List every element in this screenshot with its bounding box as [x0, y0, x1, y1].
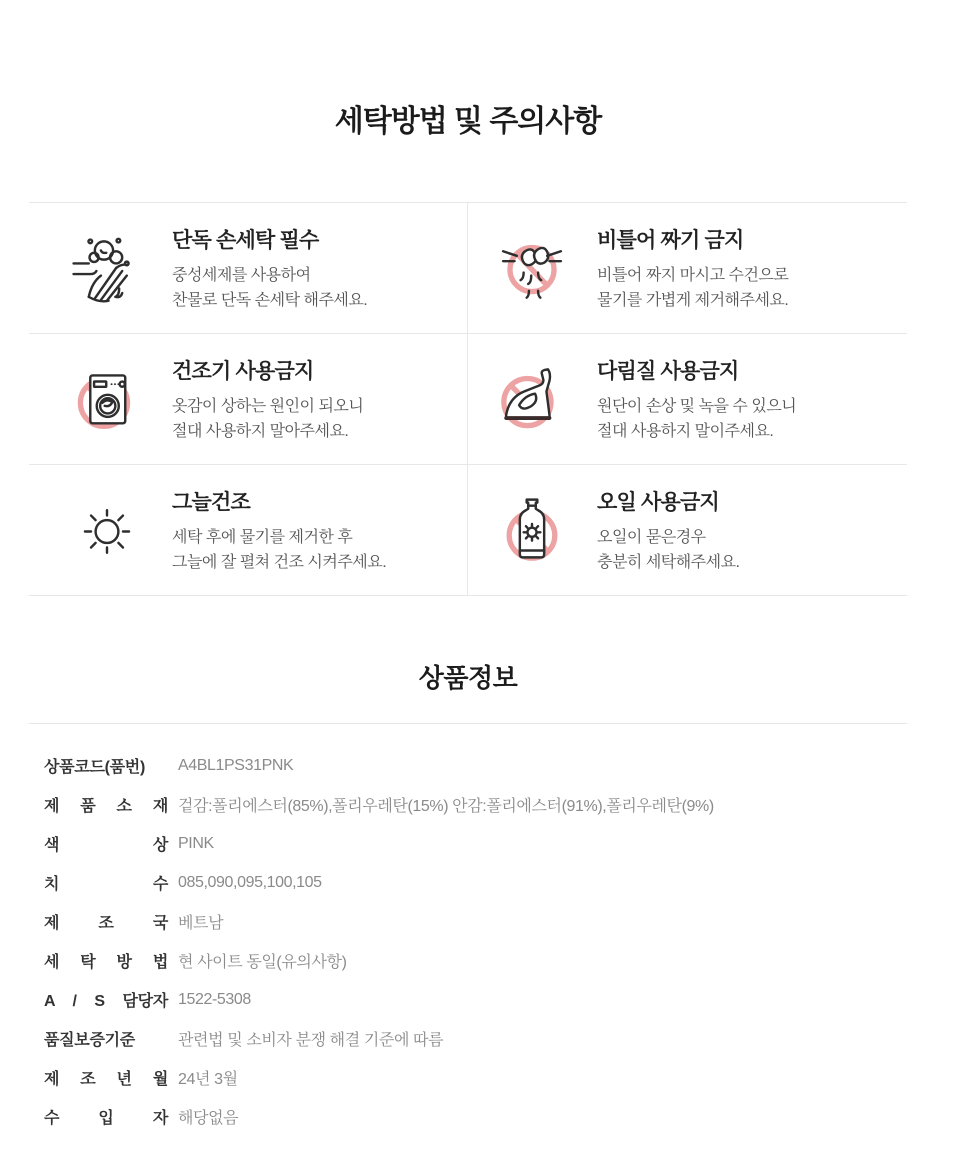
- info-row-label: 세 탁 방 법: [44, 954, 168, 971]
- no-iron-icon: [494, 351, 570, 447]
- care-grid: [29, 202, 907, 596]
- info-row: [29, 1019, 907, 1058]
- no-dryer-icon: [69, 351, 145, 447]
- info-row: [29, 980, 907, 1019]
- info-row-label: 상품코드(품번): [44, 759, 145, 776]
- care-item-desc-line: 오일이 묻은경우: [597, 528, 706, 546]
- care-item: [29, 334, 468, 465]
- info-row-value: 24년 3월: [178, 1071, 238, 1088]
- shade-dry-icon: [69, 482, 145, 578]
- info-row-label: 제 품 소 재: [44, 798, 168, 815]
- care-item: [468, 465, 907, 596]
- info-row: [29, 1097, 907, 1136]
- info-row-label: A / S 담당자: [44, 993, 168, 1010]
- info-row-label: 수 입 자: [44, 1110, 168, 1127]
- care-item-desc-line: 세탁 후에 물기를 제거한 후: [172, 528, 353, 546]
- info-row-value: A4BL1PS31PNK: [178, 756, 294, 774]
- info-row-value: 현 사이트 동일(유의사항): [178, 954, 347, 971]
- info-row-label: 제 조 국: [44, 915, 168, 932]
- care-item-title: 다림질 사용금지: [597, 359, 739, 383]
- info-row-value: 관련법 및 소비자 분쟁 해결 기준에 따름: [178, 1032, 444, 1049]
- info-row: [29, 824, 907, 863]
- hand-wash-icon: [69, 220, 145, 316]
- info-row-value: 베트남: [178, 915, 224, 932]
- info-row: [29, 941, 907, 980]
- info-row-value: PINK: [178, 834, 214, 852]
- info-row-label: 치 수: [44, 876, 168, 893]
- info-row: [29, 785, 907, 824]
- info-row-label: 색 상: [44, 837, 168, 854]
- care-item-desc-line: 절대 사용하지 말아주세요.: [172, 422, 349, 440]
- care-item: [468, 334, 907, 465]
- info-row-value: 1522-5308: [178, 990, 251, 1008]
- care-item: [29, 465, 468, 596]
- care-item: [468, 203, 907, 334]
- info-section-title: 상품정보: [418, 663, 518, 693]
- info-row: [29, 863, 907, 902]
- care-item-desc-line: 찬물로 단독 손세탁 해주세요.: [172, 291, 368, 309]
- care-item-desc-line: 충분히 세탁해주세요.: [597, 553, 740, 571]
- product-info-table: [29, 723, 907, 1136]
- care-item-desc-line: 옷감이 상하는 원인이 되오니: [172, 397, 364, 415]
- info-row: [29, 902, 907, 941]
- care-item-title: 단독 손세탁 필수: [172, 228, 319, 252]
- care-item: [29, 203, 468, 334]
- care-item-title: 오일 사용금지: [597, 490, 719, 514]
- care-item-title: 그늘건조: [172, 490, 250, 514]
- info-row-value: 해당없음: [178, 1110, 239, 1127]
- info-row-label: 제 조 년 월: [44, 1071, 168, 1088]
- page-container: [29, 0, 907, 1136]
- care-item-desc-line: 중성세제를 사용하여: [172, 266, 311, 284]
- care-item-title: 건조기 사용금지: [172, 359, 314, 383]
- care-item-desc-line: 절대 사용하지 말이주세요.: [597, 422, 774, 440]
- info-row-value: 겉감:폴리에스터(85%),폴리우레탄(15%) 안감:폴리에스터(91%),폴리우레탄(9%): [178, 798, 714, 815]
- care-item-desc-line: 비틀어 짜지 마시고 수건으로: [597, 266, 789, 284]
- no-wring-icon: [494, 220, 570, 316]
- care-item-desc-line: 원단이 손상 및 녹을 수 있으니: [597, 397, 797, 415]
- info-row-label: 품질보증기준: [44, 1032, 135, 1049]
- care-section-title: 세탁방법 및 주의사항: [334, 105, 602, 138]
- no-oil-icon: [494, 482, 570, 578]
- info-row: [29, 1058, 907, 1097]
- info-row-value: 085,090,095,100,105: [178, 873, 322, 891]
- care-item-desc-line: 그늘에 잘 펼쳐 건조 시켜주세요.: [172, 553, 387, 571]
- info-row: [29, 746, 907, 785]
- care-item-desc-line: 물기를 가볍게 제거해주세요.: [597, 291, 789, 309]
- care-item-title: 비틀어 짜기 금지: [597, 228, 744, 252]
